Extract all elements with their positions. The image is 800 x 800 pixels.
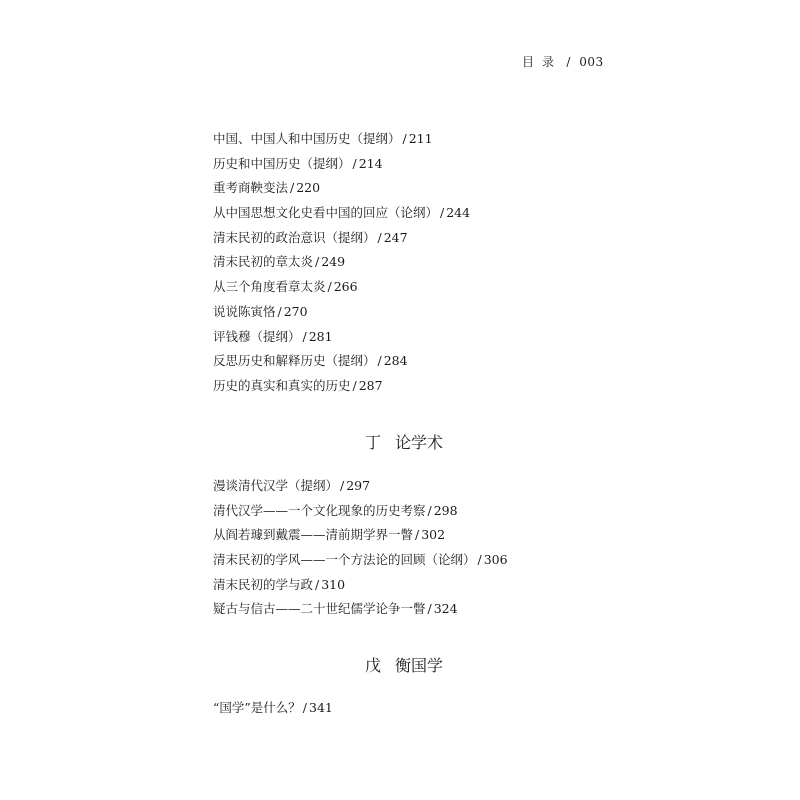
toc-entry-separator: /	[302, 700, 307, 715]
toc-entry	[213, 573, 508, 598]
toc-entry-separator: /	[327, 279, 332, 295]
toc-entry-separator: /	[440, 205, 445, 221]
section-label: 戊	[365, 656, 382, 675]
toc-entry-title: 从中国思想文化史看中国的回应（论纲）	[213, 205, 439, 221]
toc-entry-title: 清代汉学——一个文化现象的历史考察	[213, 502, 426, 518]
toc-entry-title: 历史的真实和真实的历史	[213, 377, 351, 393]
toc-entry-page: 220	[296, 180, 321, 196]
toc-entry-separator: /	[290, 180, 295, 196]
toc-entry-separator: /	[302, 328, 307, 344]
toc-entry-separator: /	[352, 155, 357, 171]
toc-entry-page: 324	[433, 601, 458, 617]
toc-entry-separator: /	[477, 552, 482, 568]
toc-entry	[213, 548, 508, 573]
toc-entry-title: 中国、中国人和中国历史（提纲）	[213, 131, 401, 146]
running-header-title: 目录	[522, 55, 563, 69]
toc-entry-page: 244	[446, 205, 471, 221]
toc-entry-page: 284	[383, 353, 408, 369]
toc-entry	[213, 499, 508, 524]
toc-entry-separator: /	[377, 353, 382, 369]
toc-entry-title: 清末民初的政治意识（提纲）	[213, 229, 376, 245]
toc-entry	[213, 523, 508, 548]
toc-entry-page: 249	[321, 254, 346, 270]
toc-entry	[213, 127, 470, 152]
toc-entry	[213, 250, 470, 275]
section-title: 衡国学	[395, 656, 444, 675]
toc-entry-separator: /	[402, 131, 407, 146]
toc-entry-page: 302	[421, 527, 446, 543]
toc-entry	[213, 226, 470, 251]
toc-section-d	[213, 474, 508, 622]
toc-entry-title: 反思历史和解释历史（提纲）	[213, 353, 376, 369]
section-title: 论学术	[395, 433, 444, 452]
toc-entry	[213, 275, 470, 300]
toc-section-e	[213, 696, 333, 721]
toc-entry-separator: /	[340, 478, 345, 493]
toc-entry	[213, 152, 470, 177]
toc-entry-separator: /	[427, 601, 432, 617]
toc-entry-title: 从三个角度看章太炎	[213, 279, 326, 295]
toc-entry	[213, 696, 333, 721]
section-heading-d	[365, 430, 443, 453]
toc-entry-separator: /	[415, 527, 420, 543]
toc-entry-title: 说说陈寅恪	[213, 303, 276, 319]
toc-entry	[213, 201, 470, 226]
toc-entry	[213, 349, 470, 374]
toc-entry-page: 211	[408, 131, 433, 146]
toc-entry-page: 270	[283, 303, 308, 319]
toc-entry-separator: /	[315, 576, 320, 592]
toc-entry-page: 247	[383, 229, 408, 245]
section-heading-e	[365, 653, 443, 676]
toc-entry-title: 历史和中国历史（提纲）	[213, 155, 351, 171]
toc-entry-page: 310	[321, 576, 346, 592]
toc-entry-title: 评钱穆（提纲）	[213, 328, 301, 344]
section-label: 丁	[365, 433, 382, 452]
toc-entry-title: 清末民初的学与政	[213, 576, 314, 592]
toc-entry-title: 从阎若璩到戴震——清前期学界一瞥	[213, 527, 414, 543]
toc-entry-title: 疑古与信古——二十世纪儒学论争一瞥	[213, 601, 426, 617]
toc-entry-separator: /	[315, 254, 320, 270]
toc-entry-page: 298	[433, 502, 458, 518]
toc-entry-title: 重考商鞅变法	[213, 180, 289, 196]
toc-entry-page: 287	[358, 377, 383, 393]
toc-entry	[213, 325, 470, 350]
toc-entry-title: “国学”是什么？	[213, 700, 301, 715]
toc-entry-title: 清末民初的章太炎	[213, 254, 314, 270]
toc-entry-page: 341	[309, 700, 333, 715]
toc-entry-separator: /	[377, 229, 382, 245]
toc-entry	[213, 176, 470, 201]
toc-entry-separator: /	[352, 377, 357, 393]
toc-entry-page: 297	[346, 478, 371, 493]
toc-entry-page: 214	[358, 155, 383, 171]
toc-entry-page: 266	[333, 279, 358, 295]
toc-entry-title: 清末民初的学风——一个方法论的回顾（论纲）	[213, 552, 476, 568]
toc-entry	[213, 300, 470, 325]
toc-entry-page: 281	[308, 328, 333, 344]
toc-group-c	[213, 127, 470, 399]
toc-entry	[213, 474, 508, 499]
toc-entry	[213, 597, 508, 622]
toc-entry-separator: /	[427, 502, 432, 518]
toc-entry-page: 306	[483, 552, 508, 568]
page-number: 003	[579, 55, 604, 69]
toc-entry	[213, 374, 470, 399]
toc-entry-title: 漫谈清代汉学（提纲）	[213, 478, 339, 493]
running-header-separator: /	[566, 55, 571, 69]
toc-entry-separator: /	[277, 303, 282, 319]
running-header	[522, 53, 604, 70]
